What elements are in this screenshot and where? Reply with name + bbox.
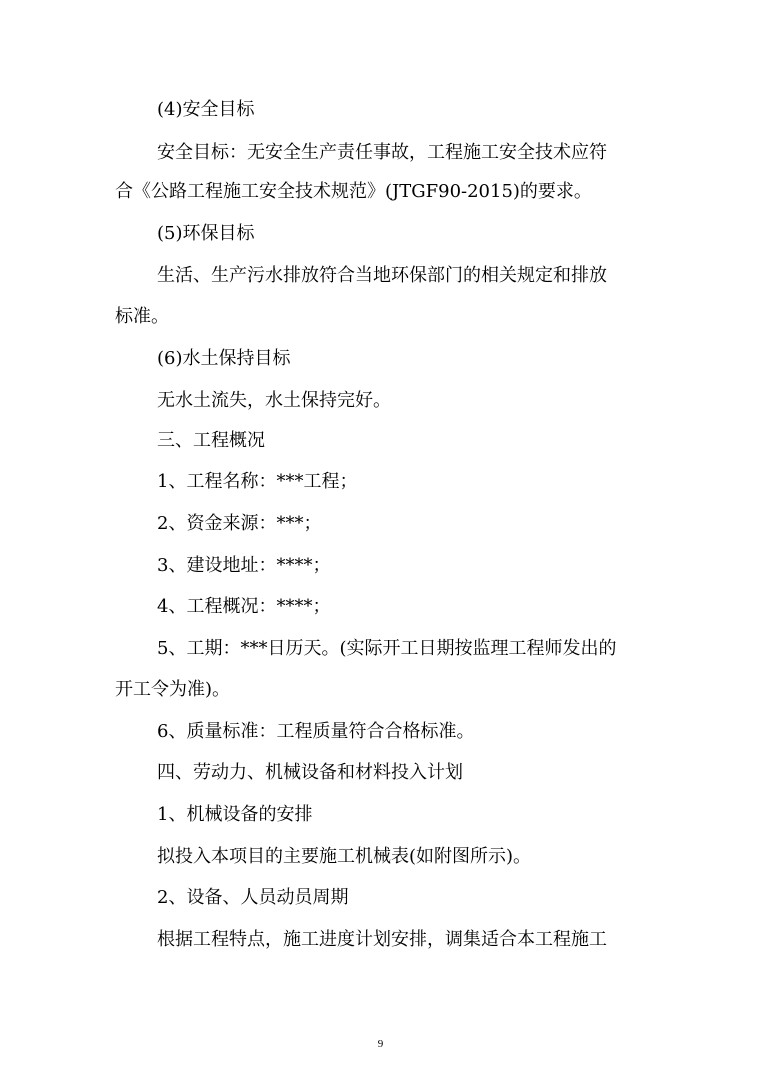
heading-safety-goal: (4)安全目标 xyxy=(157,99,255,120)
section-heading: 四、劳动力、机械设备和材料投入计划 xyxy=(157,762,463,783)
list-item: 6、质量标准：工程质量符合合格标准。 xyxy=(157,721,475,742)
subsection-heading: 1、机械设备的安排 xyxy=(157,804,313,825)
paragraph-line: 开工令为准)。 xyxy=(115,679,231,700)
paragraph-line: 生活、生产污水排放符合当地环保部门的相关规定和排放 xyxy=(157,265,607,286)
heading-environment-goal: (5)环保目标 xyxy=(157,223,255,244)
section-heading: 三、工程概况 xyxy=(157,430,265,451)
paragraph-line: 标准。 xyxy=(115,306,169,327)
list-item: 2、资金来源：***； xyxy=(157,513,322,534)
list-item: 5、工期：***日历天。(实际开工日期按监理工程师发出的 xyxy=(157,638,617,659)
page-number: 9 xyxy=(377,1038,384,1050)
list-item: 4、工程概况：****； xyxy=(157,596,331,617)
heading-soil-goal: (6)水土保持目标 xyxy=(157,348,291,369)
list-item: 1、工程名称：***工程； xyxy=(157,471,358,492)
paragraph-line: 安全目标：无安全生产责任事故，工程施工安全技术应符 xyxy=(157,142,607,163)
paragraph-line: 无水土流失，水土保持完好。 xyxy=(157,390,391,411)
subsection-heading: 2、设备、人员动员周期 xyxy=(157,887,349,908)
paragraph-line: 合《公路工程施工安全技术规范》(JTGF90-2015)的要求。 xyxy=(115,181,592,202)
paragraph-line: 拟投入本项目的主要施工机械表(如附图所示)。 xyxy=(157,846,532,867)
list-item: 3、建设地址：****； xyxy=(157,555,331,576)
paragraph-line: 根据工程特点，施工进度计划安排，调集适合本工程施工 xyxy=(157,929,607,950)
